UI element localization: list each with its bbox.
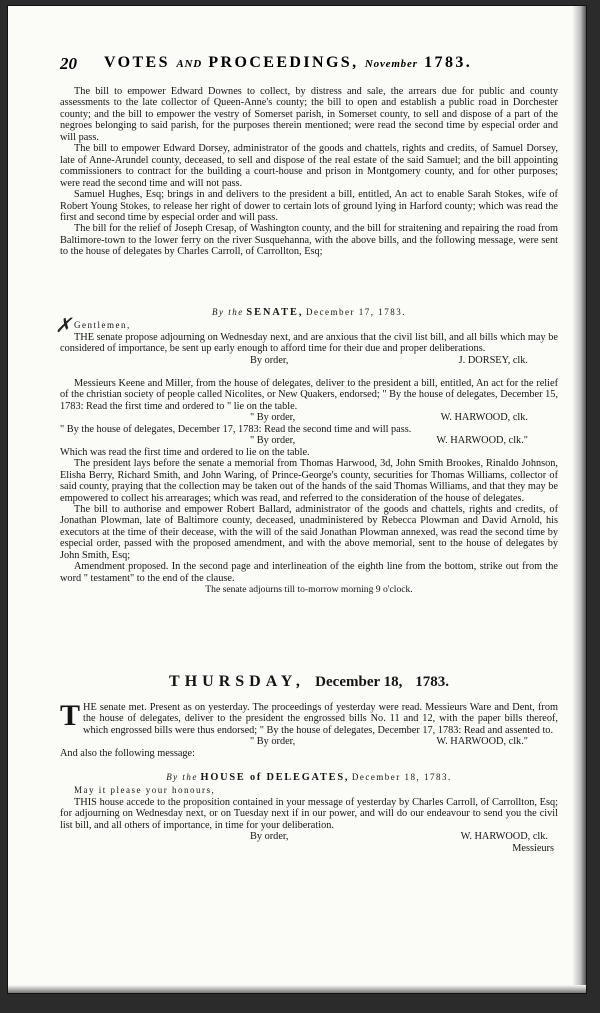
page-bottom-shadow <box>8 985 586 993</box>
signer: W. HARWOOD, clk. <box>460 831 548 843</box>
house-message <box>60 772 558 854</box>
paragraph: The president lays before the senate a memorial from Thomas Harwood, 3d, John Smith Brookes, Rinaldo Johnson, Elisha Berry, Richard Smith, and John Waring, of Prince-George's county, securities for Thomas Williams, collector of said county, praying that the collection may be taken out of the hands of the said Thomas Williams, and that they may be empowered to collect his arrearages; which was read, and referred to the consideration of the house of delegates. <box>60 458 558 504</box>
page-edge-shadow <box>572 6 586 993</box>
paragraph: Which was read the first time and ordered to lie on the table. <box>60 446 310 458</box>
section-thursday <box>60 699 558 759</box>
drop-cap: T <box>60 699 81 732</box>
paragraph: And also the following message: <box>60 747 195 759</box>
message-text: THE senate propose adjourning on Wednesday next, and are anxious that the civil list bill, and all bills which may be considered of importance, be sent up early enough to afford time for their due and proper deliberations. <box>60 331 558 355</box>
signature-line: " By order, W. HARWOOD, clk." <box>60 736 558 747</box>
paragraph: The bill to empower Edward Dorsey, administrator of the goods and chattels, rights and credits, of Samuel Dorsey, late of Anne-Arundel county, deceased, to sell and dispose of the real estate of the said Samuel; and the bill appointing commissioners to contract for the building a court-house and prison in Montgomery county, and for other purposes; were read the second time and will not pass. <box>60 143 558 189</box>
signature-line: " By order, W. HARWOOD, clk. <box>60 412 558 423</box>
paragraph: THE senate met. Present as on yesterday. The proceedings of yesterday were read. Messieurs Ware and Dent, from the house of delegates, deliver to the president the engrossed bills No. 11 and 12, with the paper bills thereof, which engrossed bills were thus endorsed; " By the house of delegates, December 17, 1783: Read and assented to. <box>60 699 558 736</box>
paragraph: Messieurs Keene and Miller, from the house of delegates, deliver to the president a bill, entitled, An act for the relief of the christian society of people called Nicolites, or New Quakers, endorsed; " By the house of delegates, December 15, 1783: Read the first time and ordered to " lie on the table. <box>60 378 558 412</box>
running-header <box>60 54 540 76</box>
day-heading: THURSDAY, December 18, 1783. <box>169 673 449 690</box>
paragraph: The bill to empower Edward Downes to collect, by distress and sale, the arrears due for public and county assessments to the late collector of Queen-Anne's county; the bill to open and establish a public road in Dorchester county; and the bill to empower the vestry of Somerset parish, in Somerset county, to sell and dispose of a part of the negroes belonging to said parish, for the purposes therein mentioned; were read the second time by especial order and will pass. <box>60 86 558 143</box>
section-bills-read <box>60 86 558 258</box>
page-number: 20 <box>60 54 77 73</box>
paragraph: Samuel Hughes, Esq; brings in and delivers to the president a bill, entitled, An act to enable Sarah Stokes, wife of Robert Young Stokes, to release her right of dower to certain lots of ground lying in Harford county; which was read the first and second time by especial order and will pass. <box>60 189 558 223</box>
signer: W. HARWOOD, clk. <box>440 412 528 424</box>
signature-line: By order, W. HARWOOD, clk. <box>60 831 558 842</box>
catchword: Messieurs <box>512 842 554 854</box>
paragraph: Amendment proposed. In the second page and interlineation of the eighth line from the bottom, strike out from the word " testament" to the end of the clause. <box>60 561 558 584</box>
message-text: THIS house accede to the proposition contained in your message of yesterday by Charles Carroll, of Carrollton, Esq; for adjourning on Wednesday next, or on Tuesday next if in our power, and will do our endeavour to send you the civil list bill, and all others of importance, in time for your deliberation. <box>60 796 558 831</box>
signer: J. DORSEY, clk. <box>458 354 528 366</box>
paragraph: The bill for the relief of Joseph Cresap, of Washington county, and the bill for straitening and repairing the road from Baltimore-town to the lower ferry on the river Susquehanna, with the above bills, and the following message, were sent to the house of delegates by Charles Carroll, of Carrollton, Esq; <box>60 223 558 258</box>
senate-message <box>60 307 558 366</box>
section-delegates-bill <box>60 378 558 596</box>
salutation: May it please your honours, <box>74 785 216 796</box>
endorsement: " By the house of delegates, December 17, 1783: Read the second time and will pass. <box>60 423 412 435</box>
signer: W. HARWOOD, clk." <box>436 736 528 748</box>
signature-line: " By order, W. HARWOOD, clk." <box>60 435 558 446</box>
signature-line: By order, J. DORSEY, clk. <box>60 355 558 366</box>
salutation: Gentlemen, <box>74 320 131 331</box>
message-heading: By the SENATE, December 17, 1783. <box>212 307 406 318</box>
signer: W. HARWOOD, clk." <box>436 435 528 447</box>
paragraph: The bill to authorise and empower Robert Ballard, administrator of the goods and chattels, rights and credits, of Jonathan Plowman, late of Baltimore county, deceased, unadministered by Rebecca Plowman and David Arnold, his executors at the time of their decease, with the will of the said Jonathan Plowman annexed, was read the second time by especial order, passed with the proposed amendment, and with the above memorial, sent to the house of delegates by John Smith, Esq; <box>60 503 558 561</box>
message-heading: By the HOUSE of DELEGATES, December 18, 1783. <box>166 772 452 783</box>
handwritten-mark: ✗ <box>55 315 72 337</box>
running-title: VOTES AND PROCEEDINGS, November 1783. <box>104 54 473 71</box>
adjournment-note: The senate adjourns till to-morrow morning 9 o'clock. <box>205 584 413 596</box>
